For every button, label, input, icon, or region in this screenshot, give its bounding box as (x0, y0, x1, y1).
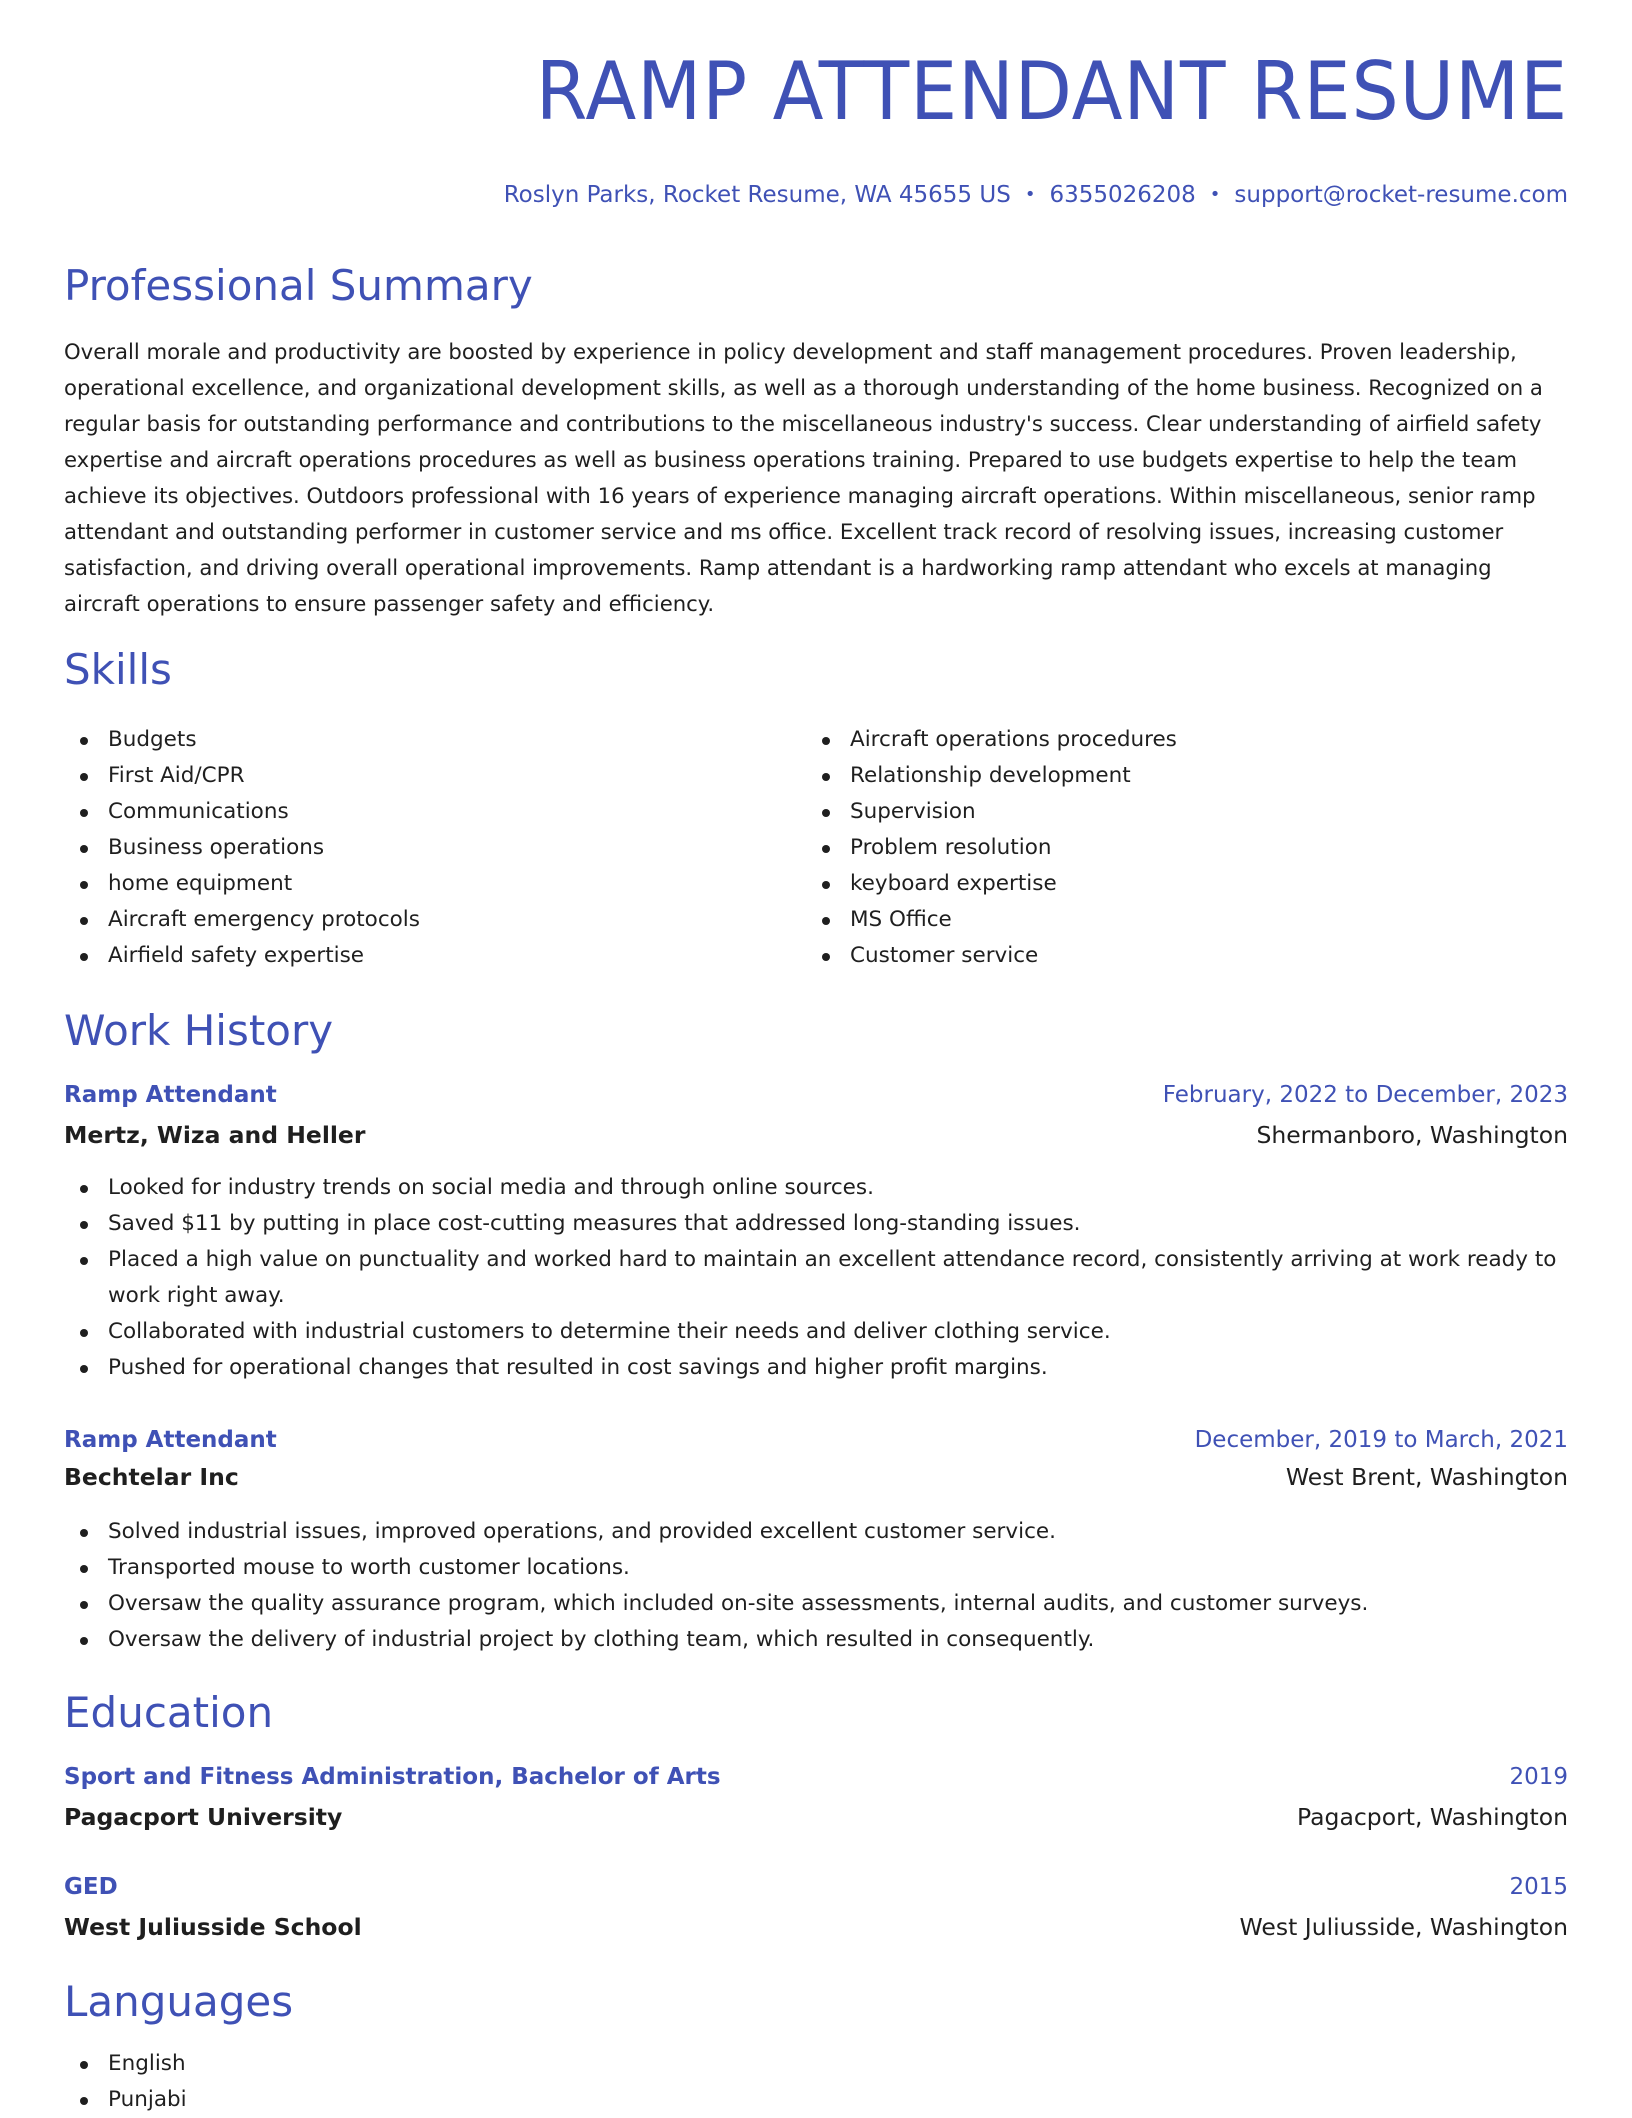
contact-phone: 6355026208 (1049, 182, 1196, 208)
education-school-row (64, 1911, 1568, 1943)
skill-item: keyboard expertise (806, 866, 1506, 902)
summary-text: Overall morale and productivity are boosted by experience in policy development and staff management procedures. Proven leadership, operational excellence, and organizational development skills, as well as a thorough understanding of the home business. Recognized on a regular basis for outstanding performance and contributions to the miscellaneous industry's success. Clear understanding of airfield safety expertise and aircraft operations procedures as well as business operations training. Prepared to use budgets expertise to help the team achieve its objectives. Outdoors professional with 16 years of experience managing aircraft operations. Within miscellaneous, senior ramp attendant and outstanding performer in customer service and ms office. Excellent track record of resolving issues, increasing customer satisfaction, and driving overall operational improvements. Ramp attendant is a hardworking ramp attendant who excels at managing aircraft operations to ensure passenger safety and efficiency. (64, 339, 1543, 616)
job-location: West Brent, Washington (1285, 1463, 1568, 1491)
job-company: Mertz, Wiza and Heller (64, 1121, 366, 1149)
languages-list (64, 2046, 1568, 2118)
education-year: 2015 (1509, 1874, 1568, 1900)
contact-separator: • (1024, 184, 1036, 205)
skill-item: Customer service (806, 938, 1506, 974)
job-bullets (64, 1514, 1568, 1658)
job-bullet: Saved $11 by putting in place cost-cutting measures that addressed long-standing issues. (64, 1206, 1568, 1242)
skill-item: Communications (64, 794, 764, 830)
job-company: Bechtelar Inc (64, 1463, 239, 1491)
contact-separator: • (1209, 184, 1221, 205)
skill-item: Supervision (806, 794, 1506, 830)
language-item: Punjabi (64, 2082, 1568, 2118)
education-degree: Sport and Fitness Administration, Bachelor of Arts (64, 1764, 721, 1790)
job-title: Ramp Attendant (64, 1427, 277, 1453)
resume-title: RAMP ATTENDANT RESUME (535, 45, 1568, 138)
skill-item: Airfield safety expertise (64, 938, 764, 974)
job-bullet: Looked for industry trends on social media and through online sources. (64, 1170, 1568, 1206)
education-school-row (64, 1801, 1568, 1833)
job-location: Shermanboro, Washington (1256, 1121, 1568, 1149)
skill-item: MS Office (806, 902, 1506, 938)
job-bullet: Transported mouse to worth customer locations. (64, 1550, 1568, 1586)
job-company-row (64, 1119, 1568, 1151)
job-bullet: Collaborated with industrial customers to determine their needs and deliver clothing service. (64, 1314, 1568, 1350)
job-bullet: Oversaw the delivery of industrial project by clothing team, which resulted in consequently. (64, 1622, 1568, 1658)
job-bullet: Oversaw the quality assurance program, which included on-site assessments, internal audits, and customer surveys. (64, 1586, 1568, 1622)
languages-heading: Languages (64, 1977, 294, 2026)
skill-item: Business operations (64, 830, 764, 866)
job-dates: February, 2022 to December, 2023 (1162, 1082, 1568, 1108)
skill-item: Aircraft emergency protocols (64, 902, 764, 938)
language-item: English (64, 2046, 1568, 2082)
education-degree: GED (64, 1874, 118, 1900)
contact-address: Roslyn Parks, Rocket Resume, WA 45655 US (503, 182, 1011, 208)
education-school: Pagacport University (64, 1803, 343, 1831)
education-location: Pagacport, Washington (1297, 1803, 1568, 1831)
job-bullets (64, 1170, 1568, 1386)
summary-heading: Professional Summary (64, 261, 533, 310)
skills-heading: Skills (64, 645, 172, 694)
job-title: Ramp Attendant (64, 1082, 277, 1108)
education-year: 2019 (1509, 1764, 1568, 1790)
education-heading: Education (64, 1688, 274, 1737)
skills-list-right (806, 722, 1506, 974)
education-school: West Juliusside School (64, 1913, 362, 1941)
education-header (64, 1871, 1568, 1903)
job-dates: December, 2019 to March, 2021 (1194, 1427, 1568, 1453)
skill-item: Budgets (64, 722, 764, 758)
skill-item: Problem resolution (806, 830, 1506, 866)
job-bullet: Solved industrial issues, improved operations, and provided excellent customer service. (64, 1514, 1568, 1550)
skill-item: home equipment (64, 866, 764, 902)
contact-email: support@rocket-resume.com (1234, 182, 1568, 208)
job-bullet: Placed a high value on punctuality and worked hard to maintain an excellent attendance record, consistently arriving at work ready to work right away. (64, 1242, 1568, 1314)
education-header (64, 1761, 1568, 1793)
job-header (64, 1079, 1568, 1111)
work-history-heading: Work History (64, 1006, 334, 1055)
job-bullet: Pushed for operational changes that resulted in cost savings and higher profit margins. (64, 1350, 1568, 1386)
skill-item: Relationship development (806, 758, 1506, 794)
job-header (64, 1424, 1568, 1456)
job-company-row (64, 1461, 1568, 1493)
skill-item: First Aid/CPR (64, 758, 764, 794)
skill-item: Aircraft operations procedures (806, 722, 1506, 758)
contact-line (504, 182, 1568, 208)
skills-list-left (64, 722, 764, 974)
education-location: West Juliusside, Washington (1239, 1913, 1568, 1941)
